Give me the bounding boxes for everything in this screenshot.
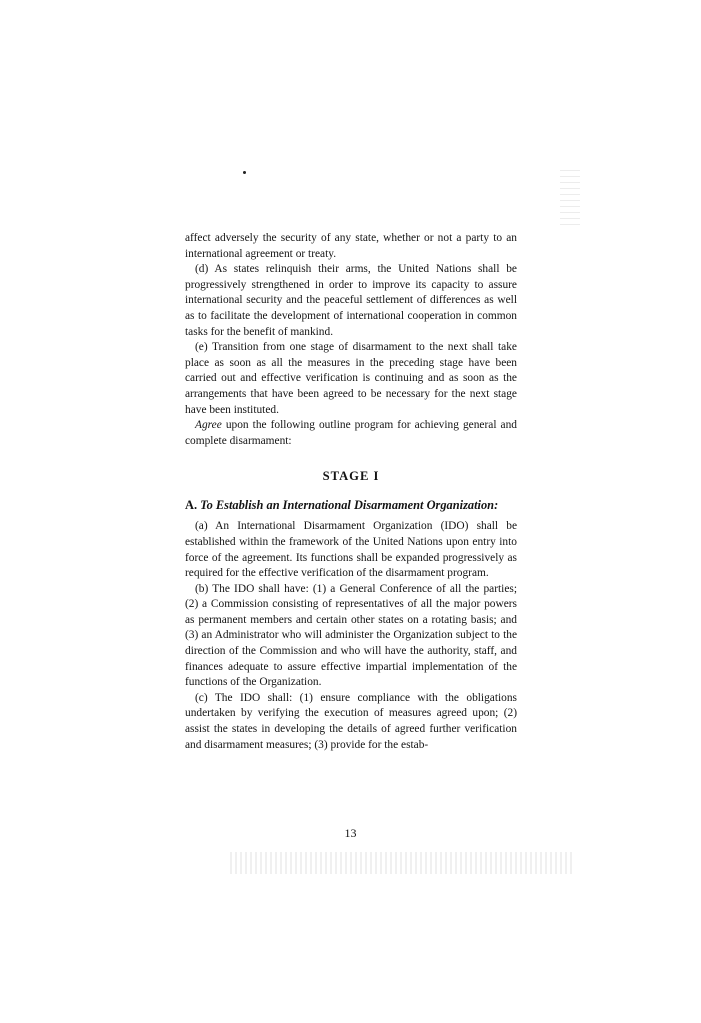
paragraph-a: (a) An International Disarmament Organization (IDO) shall be established within the framework of the United Nations upon entry into force of the agreement. Its functions shall be expanded progressively as required for the effective verification of the disarmament program. bbox=[185, 520, 517, 580]
paragraph-b: (b) The IDO shall have: (1) a General Conference of all the parties; (2) a Commission consisting of representatives of all the major powers as permanent members and certain other states on a rotating basis; and (3) an Administrator who will administer the Organization subject to the direction of the Commission and who will have the authority, staff, and finances adequate to assure effective impartial implementation of the functions of the Organization. bbox=[185, 582, 517, 689]
scan-bottom-noise bbox=[230, 852, 575, 874]
agree-paragraph bbox=[185, 418, 517, 449]
paragraph-c: (c) The IDO shall: (1) ensure compliance with the obligations undertaken by verifying the execution of measures agreed upon; (2) assist the states in developing the details of agreed further verification and disarmament measures; (3) provide for the estab- bbox=[185, 691, 517, 751]
document-body bbox=[185, 231, 517, 753]
section-title: To Establish an International Disarmament Organization: bbox=[200, 498, 499, 513]
paragraph-d: (d) As states relinquish their arms, the United Nations shall be progressively strengthened in order to improve its capacity to assure international security and the peaceful settlement of differences as well as to facilitate the development of international cooperation in common tasks for the benefit of mankind. bbox=[185, 263, 517, 338]
section-letter: A. bbox=[185, 498, 198, 513]
agree-word: Agree bbox=[195, 419, 222, 432]
continued-paragraph: affect adversely the security of any state, whether or not a party to an international agreement or treaty. bbox=[185, 232, 517, 260]
scan-speck bbox=[243, 171, 246, 174]
paragraph-e: (e) Transition from one stage of disarmament to the next shall take place as soon as all the measures in the preceding stage have been carried out and effective verification is continuing and as soon as the arrangements that have been agreed to be necessary for the next stage have been instituted. bbox=[185, 341, 517, 416]
stage-heading: STAGE I bbox=[322, 469, 380, 484]
agree-text: upon the following outline program for achieving general and complete disarmament: bbox=[185, 419, 517, 447]
scan-edge-noise bbox=[560, 170, 580, 230]
section-heading bbox=[185, 497, 517, 513]
page-number: 13 bbox=[344, 826, 357, 840]
